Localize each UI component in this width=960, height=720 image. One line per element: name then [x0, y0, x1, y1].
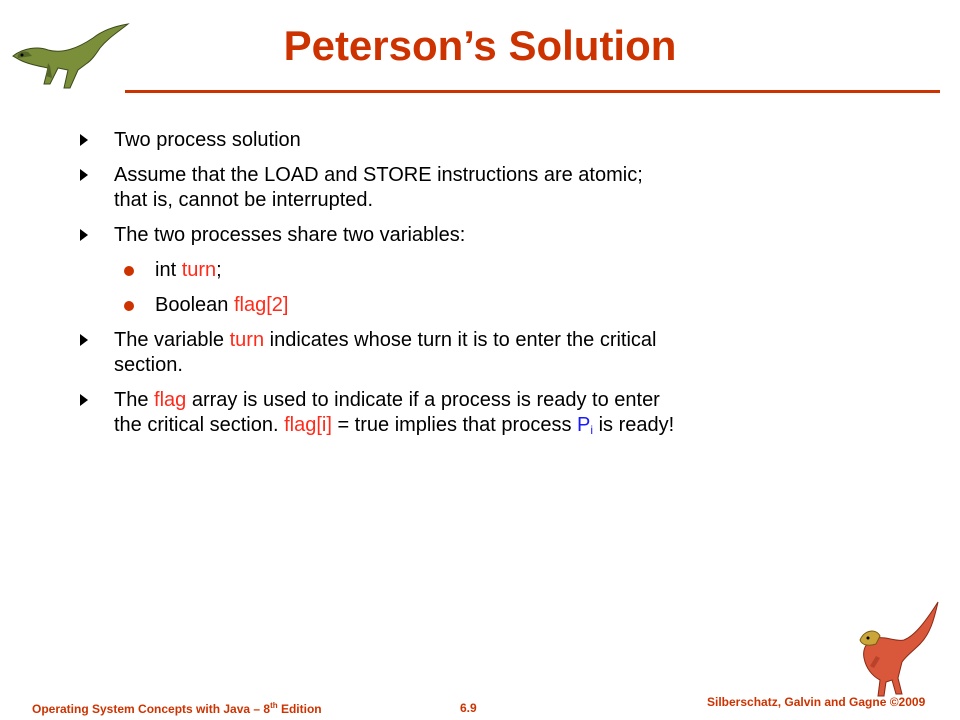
- bullet-list: [78, 128, 818, 453]
- title-divider: [125, 90, 940, 93]
- footer-course: Operating System Concepts with Java – 8th Edition: [32, 701, 322, 716]
- bullet-item: Two process solution: [78, 128, 818, 153]
- footer-page-number: 6.9: [460, 701, 477, 715]
- footer-copyright: Silberschatz, Galvin and Gagne ©2009: [707, 695, 926, 709]
- square-bullet-icon: [80, 229, 88, 241]
- square-bullet-icon: [80, 334, 88, 346]
- square-bullet-icon: [80, 169, 88, 181]
- bullet-item: The variable turn indicates whose turn it is to enter the critical section.: [78, 328, 818, 378]
- bullet-item: Assume that the LOAD and STORE instructions are atomic; that is, cannot be interrupted.: [78, 163, 818, 213]
- round-bullet-icon: [124, 301, 134, 311]
- bullet-item: The flag array is used to indicate if a process is ready to enter the critical section. flag[i] = true implies that process $P_i$ is ready!: [78, 388, 818, 443]
- bullet-item: The two processes share two variables:: [78, 223, 818, 248]
- sub-bullet-item: Boolean flag[2]: [78, 293, 818, 318]
- slide-title: Peterson’s Solution: [283, 22, 677, 69]
- square-bullet-icon: [80, 394, 88, 406]
- square-bullet-icon: [80, 134, 88, 146]
- red-dinosaur-icon: [846, 600, 946, 700]
- sub-bullet-item: int turn;: [78, 258, 818, 283]
- round-bullet-icon: [124, 266, 134, 276]
